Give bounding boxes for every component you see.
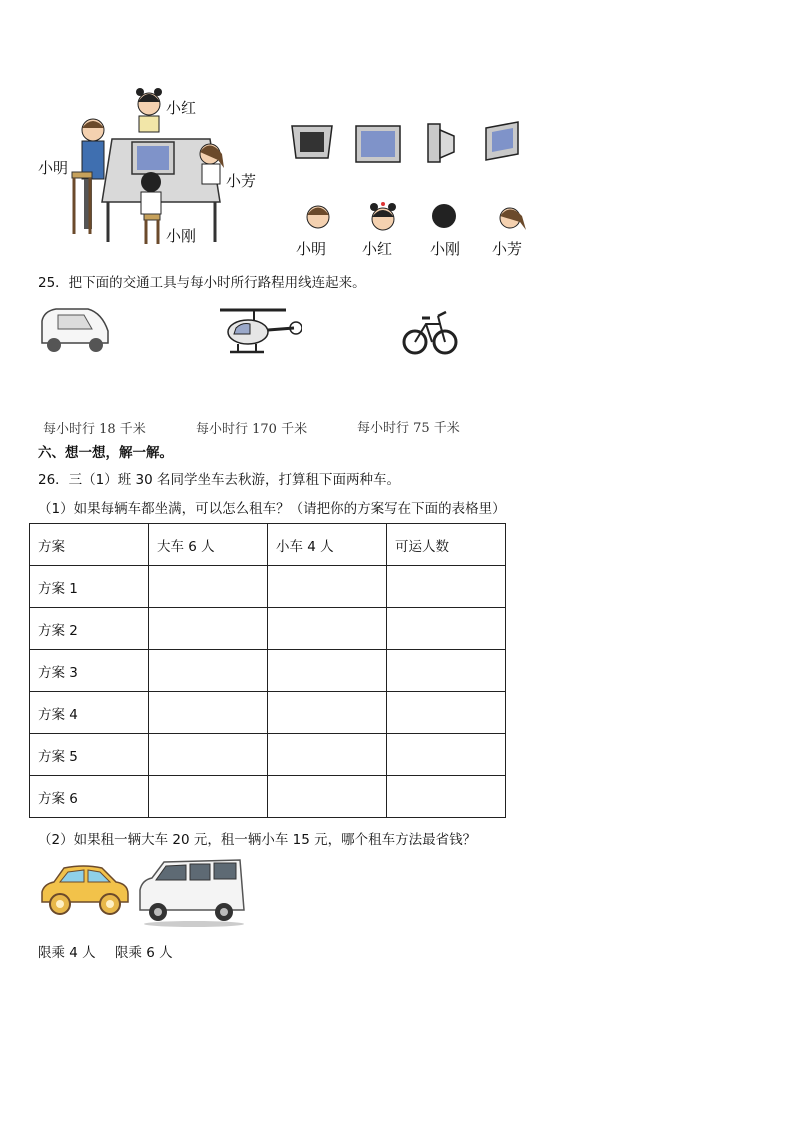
answer-cell[interactable] (387, 650, 506, 692)
answer-cell[interactable] (387, 734, 506, 776)
name-label-xiaofang: 小芳 (226, 172, 257, 190)
answer-cell[interactable] (387, 776, 506, 818)
row-label: 方案 1 (30, 566, 149, 608)
row-label: 方案 6 (30, 776, 149, 818)
face-xiaoming-icon (304, 200, 332, 232)
answer-cell[interactable] (268, 776, 387, 818)
answer-cell[interactable] (149, 608, 268, 650)
small-car-illustration (38, 862, 132, 920)
answer-cell[interactable] (387, 608, 506, 650)
table-row (30, 776, 506, 818)
table-row (30, 608, 506, 650)
monitor-view-angled (482, 120, 522, 164)
helicopter-illustration (216, 302, 302, 360)
table-header-row (30, 524, 506, 566)
face-label-4: 小芳 (492, 240, 523, 258)
answer-cell[interactable] (268, 650, 387, 692)
small-car-capacity-caption: 限乘 4 人 (38, 945, 96, 961)
monitor-view-back (290, 120, 334, 164)
van-illustration (134, 856, 248, 928)
speed-option-1: 每小时行 18 千米 (43, 422, 146, 437)
table-row (30, 566, 506, 608)
name-label-xiaogang: 小刚 (166, 227, 197, 245)
van-capacity-caption: 限乘 6 人 (115, 945, 173, 961)
face-xiaogang-icon (430, 200, 458, 232)
classroom-scene-illustration (60, 84, 240, 249)
minivan-illustration (38, 305, 112, 355)
answer-cell[interactable] (268, 734, 387, 776)
row-label: 方案 4 (30, 692, 149, 734)
table-header-cell: 可运人数 (387, 524, 506, 566)
row-label: 方案 3 (30, 650, 149, 692)
question-26-part-2: （2）如果租一辆大车 20 元，租一辆小车 15 元，哪个租车方法最省钱？ (38, 832, 477, 848)
answer-cell[interactable] (268, 692, 387, 734)
face-xiaohong-icon (368, 200, 398, 234)
row-label: 方案 5 (30, 734, 149, 776)
answer-cell[interactable] (268, 608, 387, 650)
section-6-title: 六、想一想，解一解。 (38, 445, 173, 461)
face-label-2: 小红 (362, 240, 393, 258)
answer-cell[interactable] (149, 776, 268, 818)
rental-plan-table (29, 523, 506, 818)
question-26-text: 26．三（1）班 30 名同学坐车去秋游，打算租下面两种车。 (38, 472, 401, 488)
speed-option-3: 每小时行 75 千米 (357, 421, 460, 436)
table-row (30, 692, 506, 734)
speed-option-2: 每小时行 170 千米 (196, 422, 308, 437)
table-header-cell: 小车 4 人 (268, 524, 387, 566)
row-label: 方案 2 (30, 608, 149, 650)
face-xiaofang-icon (496, 200, 530, 234)
answer-cell[interactable] (149, 734, 268, 776)
face-label-3: 小刚 (430, 240, 461, 258)
table-header-cell: 方案 (30, 524, 149, 566)
name-label-xiaoming: 小明 (38, 159, 69, 177)
monitor-view-front (354, 124, 402, 166)
table-row (30, 650, 506, 692)
answer-cell[interactable] (149, 692, 268, 734)
table-header-cell: 大车 6 人 (149, 524, 268, 566)
answer-cell[interactable] (268, 566, 387, 608)
bicycle-illustration (402, 298, 458, 360)
monitor-view-side (426, 122, 456, 166)
question-26-part-1: （1）如果每辆车都坐满，可以怎么租车？（请把你的方案写在下面的表格里） (38, 501, 506, 517)
answer-cell[interactable] (387, 692, 506, 734)
face-label-1: 小明 (296, 240, 327, 258)
answer-cell[interactable] (387, 566, 506, 608)
question-25-text: 25．把下面的交通工具与每小时所行路程用线连起来。 (38, 275, 366, 291)
answer-cell[interactable] (149, 566, 268, 608)
name-label-xiaohong: 小红 (166, 99, 197, 117)
table-row (30, 734, 506, 776)
answer-cell[interactable] (149, 650, 268, 692)
